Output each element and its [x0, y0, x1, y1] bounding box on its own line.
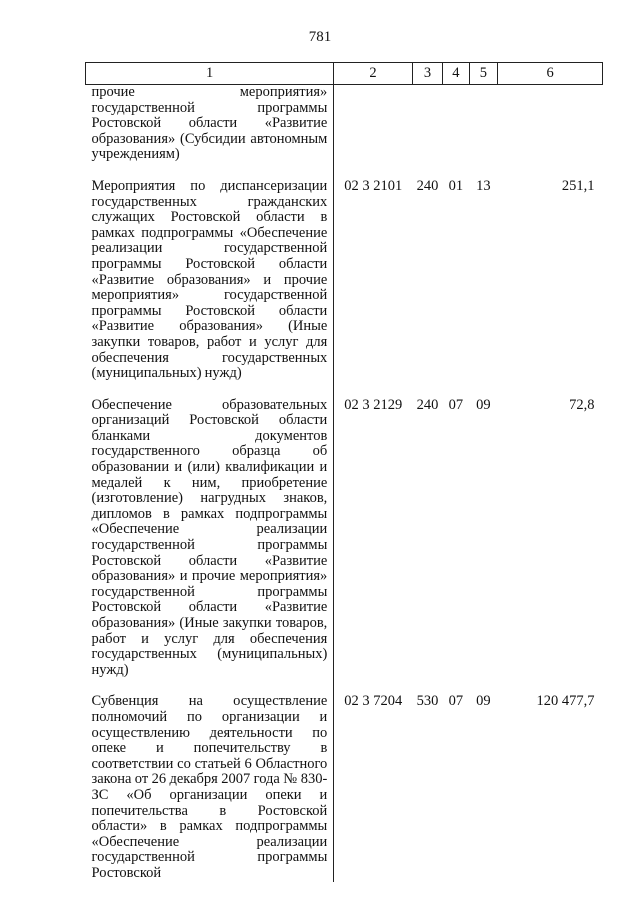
- row-vr: 240: [416, 177, 439, 194]
- table-row: [86, 177, 603, 396]
- header-col-4: 4: [443, 63, 469, 85]
- row-name: Обеспечение образовательных организаций Ростовской области бланками документов государственного образца об образовании и (или) квалификации и медалей к ним, приобретение (изготовление) нагрудных знаков, дипломов в рамках подпрограммы «Обеспечение реализации государственной программы Ростовской области «Развитие образования» и прочие мероприятия» государственной программы Ростовской области «Развитие образования» (Иные закупки товаров, работ и услуг для обеспечения государственных (муниципальных) нужд): [86, 396, 334, 693]
- row-pr: 09: [476, 693, 491, 710]
- row-rz: 07: [448, 396, 464, 413]
- header-col-2: 2: [334, 63, 412, 85]
- row-name: Субвенция на осуществление полномочий по организации и осуществлению деятельности по опеке и попечительству в соответствии со статьей 6 Областного закона от 26 декабря 2007 года № 830-ЗС «Об организации опеки и попечительства в Ростовской области» в рамках подпрограммы «Обеспечение реализации государственной программы Ростовской: [86, 692, 334, 881]
- header-col-1: 1: [86, 63, 334, 85]
- row-amount: 251,1: [561, 177, 595, 194]
- header-col-5: 5: [469, 63, 497, 85]
- row-code: 02 3 7204: [344, 693, 403, 710]
- row-pr: 09: [476, 396, 491, 413]
- row-amount: 72,8: [569, 396, 595, 413]
- row-code: 02 3 2101: [344, 177, 403, 194]
- table-body: [86, 85, 603, 882]
- row-rz: [443, 85, 469, 177]
- row-name: Мероприятия по диспансеризации государственных гражданских служащих Ростовской области в рамках подпрограммы «Обеспечение реализации государственной программы Ростовской области «Развитие образования» и прочие мероприятия» государственной программы Ростовской области «Развитие образования» (Иные закупки товаров, работ и услуг для обеспечения государственных (муниципальных) нужд): [86, 177, 334, 396]
- header-col-6: 6: [498, 63, 603, 85]
- row-rz: 01: [448, 177, 464, 194]
- row-pr: 13: [476, 177, 491, 194]
- row-code: 02 3 2129: [344, 396, 403, 413]
- table-row: [86, 692, 603, 881]
- header-col-3: 3: [412, 63, 443, 85]
- row-vr: 240: [416, 396, 439, 413]
- table-header: [86, 63, 603, 85]
- table-row: [86, 85, 603, 177]
- row-vr: [412, 85, 443, 177]
- row-rz: 07: [448, 693, 464, 710]
- header-row: [86, 63, 603, 85]
- row-amount: [498, 85, 603, 177]
- row-amount: 120 477,7: [536, 693, 595, 710]
- row-vr: 530: [416, 693, 439, 710]
- page-number: 781: [308, 29, 332, 45]
- row-name: прочие мероприятия» государственной программы Ростовской области «Развитие образования» (Субсидии автономным учреждениям): [86, 85, 334, 177]
- row-code: [334, 85, 412, 177]
- table-row: [86, 396, 603, 693]
- budget-table: [85, 62, 603, 882]
- row-pr: [469, 85, 497, 177]
